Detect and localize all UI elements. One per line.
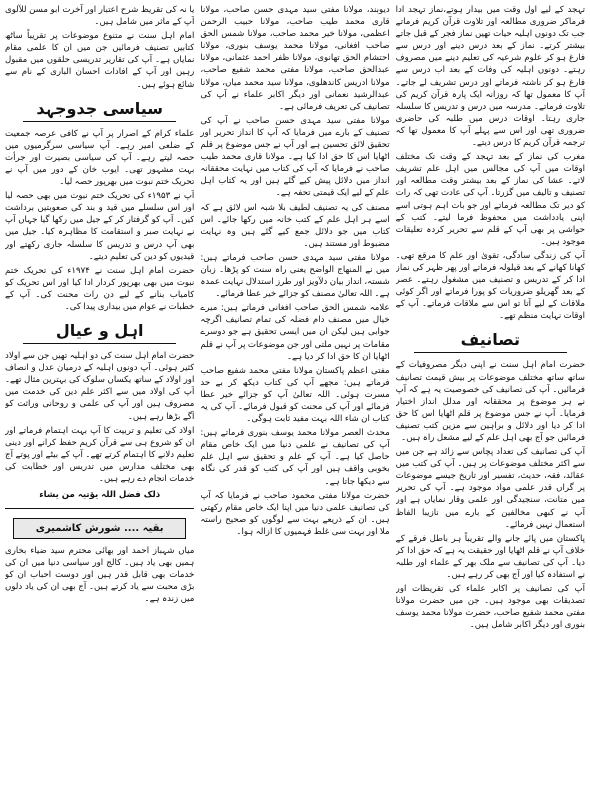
paragraph: آپ کی تصانیف کی تعداد پچاس سے زائد ہے جن میں سے اکثر مختلف موضوعات پر ہیں۔ آپ کی کتب میں عقائد، فقہ، حدیث، تفسیر اور تاریخ جیسے موضوعات پر گراں قدر علمی مواد موجود ہے۔ آپ کی تحریر میں متانت، سنجیدگی اور علمی وقار نمایاں ہے اور آپ نے کبھی مخالفین کے بارے میں نازیبا الفاظ استعمال نہیں فرمائے۔ — [395, 447, 585, 530]
paragraph: یا نہ کی تقریظ شرح اعتبار اور آخرت ابو مسن للآلوی آپ کے ماثر میں شامل ہیں۔ — [5, 5, 195, 28]
closing-line: ذلک فضل اللہ یؤتیہ من یشاء — [39, 490, 161, 501]
paragraph: آپ کی تصانیف پر اکابر علماء کی تقریظات اور تصدیقات بھی موجود ہیں۔ جن میں حضرت مولانا مفتی محمد شفیع صاحب، حضرت مولانا محمد یوسف بنوری اور دیگر اکابر شامل ہیں۔ — [395, 584, 585, 631]
column-middle — [200, 4, 389, 806]
divider — [5, 508, 194, 509]
paragraph: دیوبند، مولانا مفتی سید مہدی حسن صاحب، مولانا قاری محمد طیب صاحب، مولانا حبیب الرحمن اعظمی، مولانا خیر محمد صاحب، مولانا شمس الحق صاحب افغانی، مولانا محمد یوسف بنوری، مولانا احتشام الحق تھانوی، مولانا ظفر احمد عثمانی، مولانا عبدالحق صاحب، مولانا مفتی محمد شفیع صاحب، مولانا ادریس کاندھلوی، مولانا سید محمد میاں، مولانا عبدالرشید نعمانی اور دیگر اکابر علماء نے آپ کی تصانیف کی تعریف فرمائی ہے۔ — [200, 5, 390, 112]
paragraph: اولاد کی تعلیم و تربیت کا آپ بہت اہتمام فرماتے اور ان کو شروع ہی سے قرآن کریم حفظ کرانے اور دینی تعلیم دلانے کا اہتمام کرتے تھے۔ آپ کے بیٹے اور پوتے آج بھی مختلف مدارس میں تدریس اور خطابت کی خدمات انجام دے رہے ہیں۔ — [5, 425, 195, 484]
section-heading-family: اہل و عیال — [23, 321, 176, 344]
column-left — [5, 4, 194, 806]
paragraph: مولانا مفتی سید مہدی حسن صاحب فرماتے ہیں: میں نے المنهاج الواضح یعنی راہ سنت کو پڑھا۔ زبان شستہ، انداز بیان دلآویز اور طرز استدلال نہایت عمدہ ہے۔ اللہ تعالیٰ مصنف کو جزائے خیر عطا فرمائے۔ — [200, 252, 390, 300]
newspaper-page — [5, 4, 585, 806]
paragraph: مولانا مفتی سید مہدی حسن صاحب نے آپ کی تصنیف کے بارے میں فرمایا کہ آپ کا انداز تحریر اور تحقیق لائق تحسین ہے اور آپ نے جس موضوع پر قلم اٹھایا اس کا حق ادا کیا ہے۔ مولانا قاری محمد طیب صاحب نے فرمایا کہ آپ کی کتاب میں نہایت محققانہ انداز میں دلائل پیش کیے گئے ہیں اور یہ کتاب اہل علم کے لیے ایک قیمتی تحفہ ہے۔ — [200, 115, 390, 199]
paragraph: تہجد کے لیے اول وقت میں بیدار ہوتے،نماز تہجد ادا فرماکر ضروری مطالعہ اور تلاوت قرآن کریم فرماتے جب تک دونوں اہلیہ حیات تھیں نماز فجر کے قبل جاتے بیشتر کرتے۔ نماز کے بعد درس دینے اور درس سے فارغ ہو کر علوم شرعیہ کی تعلیم دینے میں مصروف رہتے۔ دونوں اہلیہ کی وفات کے بعد اب درس سے فارغ ہو کر ناشتہ فرماتے اور درس تشریف لے جاتے۔ آپ کا معمول تھا کہ روزانہ ایک پارہ قرآن کریم کی تلاوت فرماتے۔ مدرسہ میں درس و تدریس کا سلسلہ جاری رہتا۔ اوقات درس میں طلبہ کی حاضری ضروری تھی اور اس سے پہلے آپ کا معمول تھا کہ ترجمہ قرآن کریم کا درس دیتے۔ — [395, 5, 585, 149]
paragraph: مصنف کی یہ تصنیف لطیف بلا شبہ اس لائق ہے کہ اسے ہر اہل علم کے کتب خانہ میں رکھا جائے۔ اس کتاب میں جو دلائل جمع کیے گئے ہیں وہ نہایت مضبوط اور مستند ہیں۔ — [200, 202, 390, 249]
paragraph: مغرب کی نماز کے بعد تہجد کے وقت تک مختلف اوقات میں آپ کی مجالس میں اہل علم تشریف لاتے۔ عشا کی نماز کے بعد بیشتر وقت مطالعہ اور تصنیف و تالیف میں گزرتا۔ آپ کی عادت تھی کہ رات کو دیر تک مطالعہ فرماتے اور جو بات اہم ہوتی اسے اپنی یادداشت میں محفوظ فرما لیتے۔ کتب کے حواشی پر بھی آپ کے قلم سے تحریر کردہ تعلیقات موجود ہیں۔ — [395, 152, 585, 247]
paragraph: میاں شہباز احمد اور بھائی محترم سید ضیاء بخاری ہمیں بھی یاد ہیں۔ کالج اور سیاسی دنیا میں ان کی خدمات بھی قابل قدر ہیں اور دوست احباب ان کو بڑی محبت سے یاد کرتے ہیں۔ آج بھی ان کی یاد دلوں میں زندہ ہے۔ — [5, 546, 195, 605]
section-heading-tasaneef: تصانیف — [414, 330, 567, 353]
section-heading-politics: سیاسی جدوجہد — [23, 99, 176, 122]
paragraph: پاکستان میں پائے جانے والے تقریباً ہر باطل فرقے کے خلاف آپ نے قلم اٹھایا اور حقیقت یہ ہے کہ حق ادا کر دیا۔ آپ کی تصانیف سے ملک بھر کے علماء اور طلبہ نے استفادہ کیا اور آج بھی کر رہے ہیں۔ — [395, 533, 585, 581]
paragraph: علماء کرام کے اصرار پر آپ نے کافی عرصہ جمعیت کے ضلعی امیر رہے۔ آپ سیاسی سرگرمیوں میں حصہ لیتے رہے۔ آپ کی سیاسی بصیرت اور جرأت بہت مشہور تھی۔ ایوب خان کے دور میں آپ نے تحریک ختم نبوت میں بھرپور حصہ لیا۔ — [5, 128, 195, 188]
paragraph: آپ نے ۱۹۵۳ء کی تحریک ختم نبوت میں بھی حصہ لیا اور اس سلسلے میں قید و بند کی صعوبتیں برداشت کیں۔ آپ کو گرفتار کر کے جیل میں رکھا گیا جہاں آپ نے نہایت صبر و استقامت کا مظاہرہ کیا۔ جیل میں بھی آپ درس و تدریس کا سلسلہ جاری رکھتے اور قیدیوں کو دین کی تعلیم دیتے۔ — [5, 191, 195, 262]
paragraph: محدث العصر مولانا محمد یوسف بنوری فرماتے ہیں: آپ کی تصانیف نے علمی دنیا میں ایک خاص مقام حاصل کیا ہے۔ آپ کے علم و تحقیق سے اہل علم بخوبی واقف ہیں اور آپ کی کتب کو قدر کی نگاہ سے دیکھا جاتا ہے۔ — [200, 428, 390, 487]
paragraph: مفتی اعظم پاکستان مولانا مفتی محمد شفیع صاحب فرماتے ہیں: مجھے آپ کی کتاب دیکھ کر بے حد مسرت ہوئی۔ اللہ تعالیٰ آپ کو جزائے خیر عطا فرمائے اور آپ کی محنت کو قبول فرمائے۔ آپ کی یہ کتاب ان شاء اللہ بہت مفید ثابت ہوگی۔ — [200, 365, 390, 425]
column-right — [396, 4, 585, 806]
paragraph: حضرت امام اہل سنت نے ۱۹۷۴ء کی تحریک ختم نبوت میں بھی بھرپور کردار ادا کیا اور اس تحریک کو کامیاب بنانے کے لیے دن رات محنت کی۔ آپ کے خطبات نے عوام میں بیداری پیدا کی۔ — [5, 265, 195, 312]
continuation-box-title: بقیہ .... شورش کاشمیری — [13, 518, 186, 539]
paragraph: علامہ شمس الحق صاحب افغانی فرماتے ہیں: میرے خیال میں مصنف دام فضلہ کی تمام تصانیف اگرچہ جوابی ہیں لیکن ان میں ایسی تحقیق ہے جو دوسرے مقامات پر نہیں ملتی اور جن موضوعات پر آپ نے قلم اٹھایا ان کا حق ادا کر دیا ہے۔ — [200, 303, 390, 362]
paragraph: آپ کی زندگی سادگی، تقویٰ اور علم کا مرقع تھی۔ کھانا کھانے کے بعد قیلولہ فرماتے اور پھر ظہر کی نماز ادا کر کے تدریس و تصنیف میں مشغول رہتے۔ عصر کے بعد گھریلو ضروریات کو پورا فرماتے اور اگر کوئی ملاقات کے لیے آتا تو اس سے ملاقات فرماتے۔ آپ کے اوقات نہایت منظم تھے۔ — [395, 250, 585, 322]
paragraph: حضرت مولانا مفتی محمود صاحب نے فرمایا کہ آپ کی تصانیف علمی دنیا میں اپنا ایک خاص مقام رکھتی ہیں۔ ان کے ذریعے بہت سے لوگوں کو صحیح راستہ ملا اور بہت سی غلط فہمیوں کا ازالہ ہوا۔ — [200, 490, 390, 537]
paragraph: حضرت امام اہل سنت کی دو اہلیہ تھیں جن سے اولاد کثیر ہوئی۔ آپ دونوں اہلیہ کے درمیان عدل و انصاف اور اولاد کے ساتھ یکساں سلوک کی بہترین مثال تھے۔ آپ کی اولاد میں سے اکثر علم دین کی خدمت میں مصروف ہیں اور آپ کی علمی و روحانی وراثت کو آگے بڑھا رہے ہیں۔ — [5, 351, 195, 422]
paragraph: حضرت امام اہل سنت نے اپنی دیگر مصروفیات کے ساتھ ساتھ مختلف موضوعات پر بیش قیمت تصانیف فرمائیں۔ آپ کی تصانیف کی خصوصیت یہ ہے کہ آپ نے ہر موضوع پر محققانہ اور مدلل انداز اختیار فرمایا۔ آپ نے جس موضوع پر قلم اٹھایا اس کا حق ادا کر دیا اور دلائل و براہین سے مزین کتب تصنیف فرمائیں جو آج بھی اہل علم کے لیے مشعل راہ ہیں۔ — [395, 360, 585, 443]
paragraph: امام اہل سنت نے متنوع موضوعات پر تقریباً ساٹھ کتابیں تصنیف فرمائیں جن میں ان کا علمی مقام نمایاں ہے۔ آپ کی تقاریر تدریسی حلقوں میں مقبول رہیں اور آپ کے افادات احسان الباری کے نام سے شائع ہوئے ہیں۔ — [5, 31, 195, 90]
